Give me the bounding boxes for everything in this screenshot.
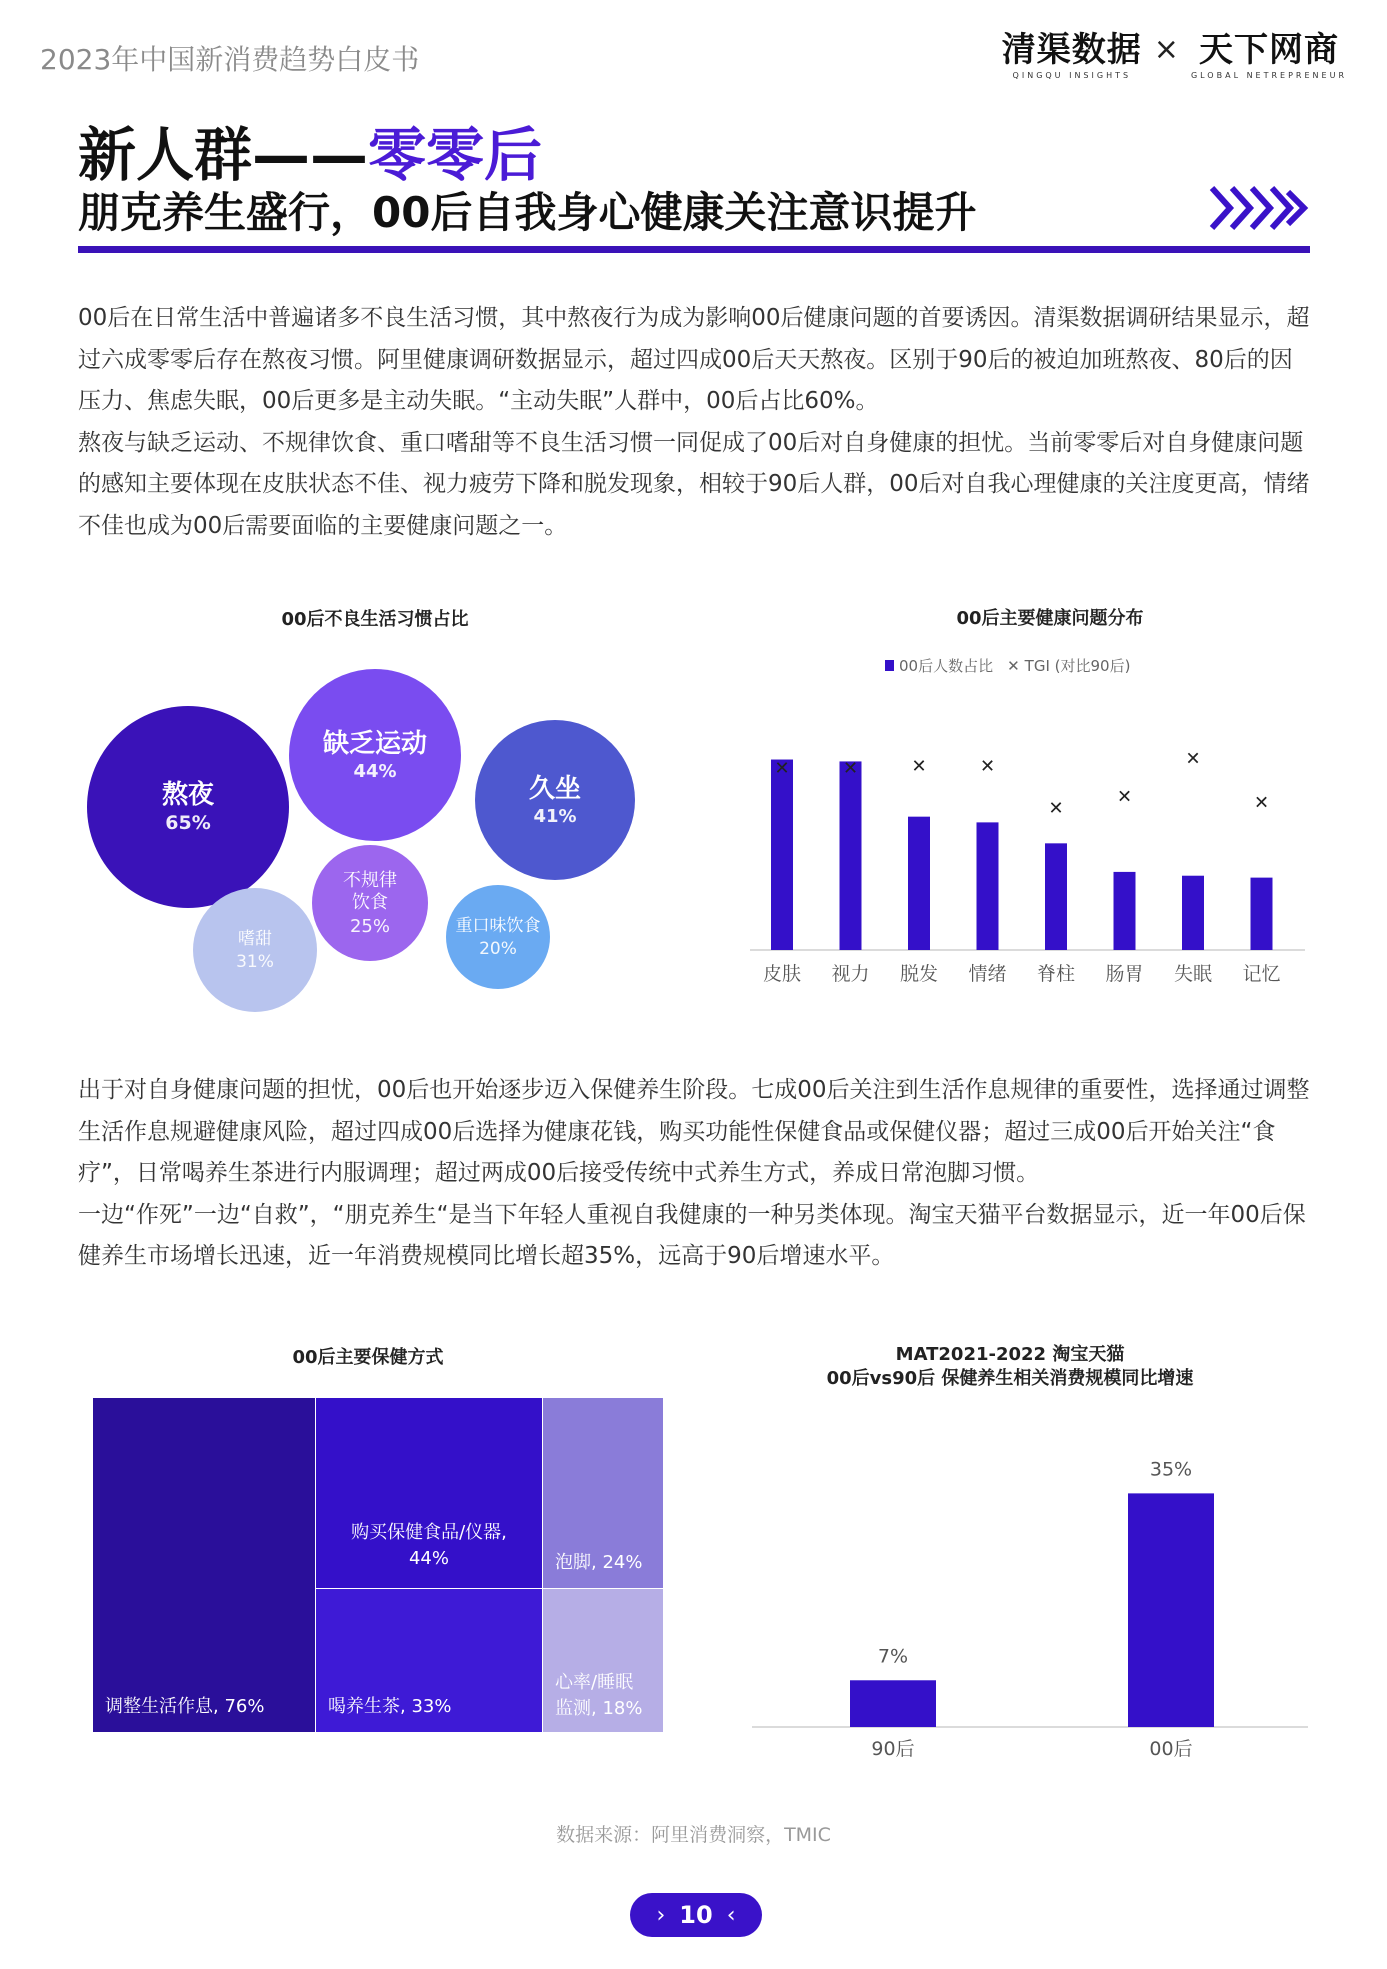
page-title-accent: 零零后 [368,121,543,189]
x-tick-label: 皮肤 [762,963,802,985]
bar-脊柱 [1045,843,1067,950]
bar-失眠 [1182,876,1204,950]
bubble-2 [289,669,461,841]
bubble-value: 31% [236,951,274,972]
growth-bar-90后 [850,1680,936,1727]
x-tick-label: 视力 [831,963,870,985]
bubble-label: 不规律 [343,869,397,891]
x-tick-label: 脱发 [899,963,939,985]
data-source: 数据来源：阿里消费洞察，TMIC [556,1824,831,1846]
x-tick-label: 失眠 [1173,963,1213,985]
bubble-label: 熬夜 [161,780,214,810]
body-paragraph [78,1070,1310,1278]
legend-swatch-share [885,660,894,671]
bubble-value: 44% [353,760,397,782]
tgi-marker-皮肤: ✕ [774,758,790,780]
bar-脱发 [908,817,930,950]
page-number: 10 [679,1901,713,1929]
tgi-marker-失眠: ✕ [1185,748,1201,770]
growth-bar-chart-title-line-1: MAT2021-2022 淘宝天猫 [895,1344,1125,1365]
intro-paragraph [78,298,1310,547]
treemap-cell-label: 监测, 18% [555,1698,643,1719]
brand-logo-qingqu [1002,30,1142,80]
legend-label-tgi: TGI (对比90后) [1024,657,1131,675]
health-bar-chart [750,740,1320,990]
bubble-6 [446,885,550,989]
x-tick-label: 90后 [871,1738,915,1760]
growth-value-label: 35% [1149,1458,1193,1481]
x-tick-label: 情绪 [968,963,1007,985]
growth-bar-chart-title [750,1343,1270,1391]
bar-情绪 [977,822,999,950]
brand-name-tianxia: 天下网商 [1198,30,1339,70]
health-bar-chart-legend [885,655,1130,676]
brand-name-qingqu: 清渠数据 [1001,30,1142,70]
brand-sub-qingqu: QINGQU INSIGHTS [1012,71,1132,80]
intro-paragraph-line-2: 熬夜与缺乏运动、不规律饮食、重口嗜甜等不良生活习惯一同促成了00后对自身健康的担忧。当前零零后对自身健康问题的感知主要体现在皮肤状态不佳、视力疲劳下降和脱发现象，相较于90后人群，00后对自我心理健康的关注度更高，情绪不佳也成为00后需要面临的主要健康问题之一。 [78,429,1310,539]
body-paragraph-line-1: 出于对自身健康问题的担忧，00后也开始逐步迈入保健养生阶段。七成00后关注到生活作息规律的重要性，选择通过调整生活作息规避健康风险，超过四成00后选择为健康花钱，购买功能性保健食品或保健仪器；超过三成00后开始关注“食疗”，日常喝养生茶进行内服调理；超过两成00后接受传统中式养生方式，养成日常泡脚习惯。 [78,1077,1310,1186]
x-tick-label: 脊柱 [1036,963,1076,985]
page-title [78,122,542,188]
treemap-cell-4 [543,1398,663,1588]
growth-bar-00后 [1128,1493,1214,1727]
tgi-marker-肠胃: ✕ [1116,786,1133,808]
bubble-value: 20% [479,938,517,959]
bar-记忆 [1251,878,1273,950]
treemap-cell-label: 44% [408,1548,449,1569]
treemap-cell-5 [543,1589,663,1732]
bubble-1 [87,706,289,908]
bubble-5 [312,845,428,961]
chevron-right-icon: › [656,1902,666,1928]
brand-separator: × [1153,32,1179,67]
treemap-cell-2 [316,1398,542,1588]
growth-bar-chart-title-line-2: 00后vs90后 保健养生相关消费规模同比增速 [826,1368,1194,1389]
legend-item-tgi [1007,655,1130,676]
bubble-value: 65% [165,812,211,834]
bar-视力 [840,761,862,950]
brand-logos [1002,30,1347,80]
treemap-cell-label: 调整生活作息, 76% [105,1696,265,1717]
legend-label-share: 00后人数占比 [899,657,994,675]
body-paragraph-line-2: 一边“作死”一边“自救”，“朋克养生“是当下年轻人重视自我健康的一种另类体现。淘宝天猫平台数据显示，近一年00后保健养生市场增长迅速，近一年消费规模同比增长超35%，远高于90后增速水平。 [78,1201,1306,1269]
legend-item-share [885,655,993,676]
x-tick-label: 肠胃 [1105,963,1144,985]
x-tick-label: 记忆 [1242,963,1281,985]
bubble-4 [193,888,317,1012]
bubble-label: 嗜甜 [238,928,272,949]
intro-paragraph-line-1: 00后在日常生活中普遍诸多不良生活习惯，其中熬夜行为成为影响00后健康问题的首要诱因。清渠数据调研结果显示，超过六成零零后存在熬夜习惯。阿里健康调研数据显示，超过四成00后天天熬夜。区别于90后的被迫加班熬夜、80后的因压力、焦虑失眠，00后更多是主动失眠。“主动失眠”人群中，00后占比60%。 [78,305,1310,414]
bubble-label: 重口味饮食 [455,915,541,936]
bubble-value: 25% [349,915,390,937]
bubble-label: 缺乏运动 [322,728,427,759]
tgi-marker-脊柱: ✕ [1048,798,1064,820]
treemap-cell-label: 喝养生茶, 33% [328,1696,452,1717]
bubble-3 [475,720,635,880]
treemap-cell-3 [316,1589,542,1732]
legend-marker-tgi: ✕ [1007,656,1020,675]
brand-logo-tianxia [1191,30,1347,80]
tgi-marker-视力: ✕ [842,758,859,780]
chevron-right-icon [1208,180,1312,236]
treemap-cell-label: 泡脚, 24% [555,1552,643,1573]
document-title: 2023年中国新消费趋势白皮书 [40,43,420,76]
page-title-prefix: 新人群—— [78,121,369,189]
tgi-marker-情绪: ✕ [979,756,996,778]
treemap-cell-label: 心率/睡眠 [555,1672,634,1693]
bubble-chart-title: 00后不良生活习惯占比 [281,609,469,630]
bubble-value: 41% [533,805,577,827]
tgi-marker-脱发: ✕ [911,756,927,778]
tgi-marker-记忆: ✕ [1253,792,1270,814]
treemap-cell-1 [93,1398,315,1732]
chevron-left-icon: ‹ [726,1902,736,1928]
treemap-chart-title: 00后主要保健方式 [292,1347,444,1368]
bar-皮肤 [771,760,793,950]
page-number-badge [630,1893,762,1937]
bubble-label: 久坐 [528,773,581,804]
growth-value-label: 7% [877,1645,909,1668]
page-subtitle: 朋克养生盛行，00后自我身心健康关注意识提升 [78,188,977,237]
health-bar-chart-title: 00后主要健康问题分布 [956,608,1144,629]
bubble-label: 饮食 [352,891,388,913]
x-tick-label: 00后 [1149,1738,1193,1760]
growth-bar-chart [740,1440,1310,1760]
bar-肠胃 [1114,872,1136,950]
treemap-cell-label: 购买保健食品/仪器, [351,1522,507,1543]
brand-sub-tianxia: GLOBAL NETREPRENEUR [1190,71,1347,80]
title-divider [78,246,1310,253]
